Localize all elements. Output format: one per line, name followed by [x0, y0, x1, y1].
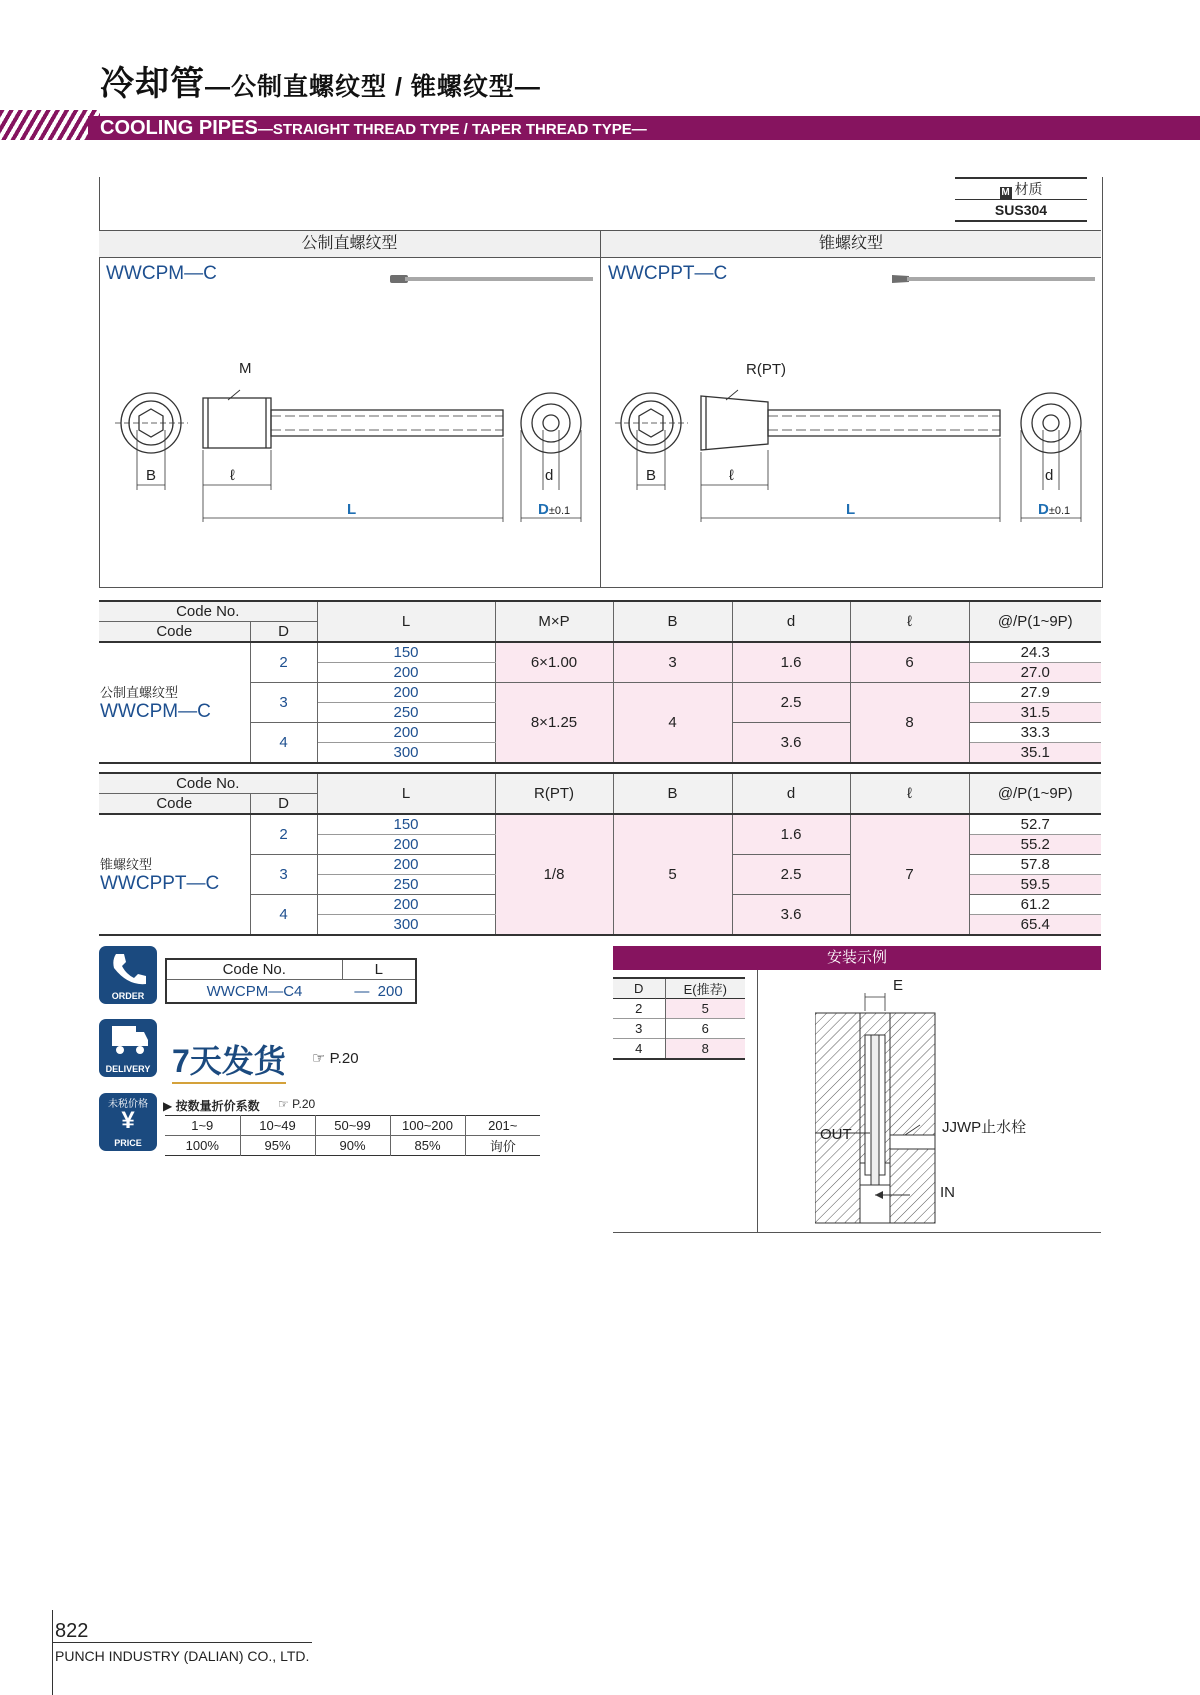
th-code-no: Code No.	[99, 773, 317, 794]
material-box	[955, 177, 1087, 222]
install-table	[613, 977, 745, 1060]
label-D-left: D±0.1	[538, 501, 571, 518]
install-h-E: E(推荐)	[683, 982, 727, 997]
order-L: — 200	[354, 982, 403, 1000]
page-number: 822	[55, 1620, 89, 1642]
cell-price: 59.5	[969, 875, 1101, 895]
spec-table-taper	[99, 772, 1101, 936]
th-d: d	[732, 601, 850, 642]
diagram-header-taper: 锥螺纹型	[601, 230, 1101, 258]
price-icon: 未税价格 ¥ PRICE	[99, 1093, 157, 1151]
install-divider	[757, 970, 758, 1232]
install-D: 4	[613, 1039, 665, 1060]
cell-D: 2	[250, 814, 317, 855]
cell-L: 250	[317, 875, 495, 895]
cell-MxP: 6×1.00	[495, 642, 613, 683]
th-L: L	[317, 773, 495, 814]
th-D: D	[250, 794, 317, 815]
install-title: 安装示例	[613, 946, 1101, 970]
cell-D: 4	[250, 723, 317, 764]
th-l: ℓ	[850, 773, 969, 814]
cell-L: 200	[317, 723, 495, 743]
material-label: 材质	[1014, 181, 1043, 197]
cell-d: 2.5	[732, 855, 850, 895]
cell-MxP: 8×1.25	[495, 683, 613, 764]
order-icon: ORDER	[99, 946, 157, 1004]
banner-main: COOLING PIPES	[100, 117, 258, 139]
cell-d: 3.6	[732, 895, 850, 936]
cell-price: 27.9	[969, 683, 1101, 703]
th-RPT: R(PT)	[495, 773, 613, 814]
banner-stripes	[0, 110, 100, 140]
th-code: Code	[99, 794, 250, 815]
th-D: D	[250, 622, 317, 643]
cell-RPT: 1/8	[495, 814, 613, 935]
material-value: SUS304	[955, 200, 1087, 222]
label-L-left: L	[347, 501, 357, 518]
title-main: 冷却管	[100, 65, 205, 103]
cell-D: 3	[250, 683, 317, 723]
cell-L: 150	[317, 814, 495, 835]
cell-price: 65.4	[969, 915, 1101, 936]
install-label-out: OUT	[820, 1126, 852, 1143]
cell-L: 200	[317, 895, 495, 915]
cell-B: 3	[613, 642, 732, 683]
diagram-model-straight: WWCPM—C	[106, 263, 217, 284]
label-d-right: d	[1045, 467, 1054, 484]
footer-line	[52, 1642, 312, 1643]
cell-d: 1.6	[732, 642, 850, 683]
cell-D: 3	[250, 855, 317, 895]
qty-cell: 10~49	[240, 1116, 315, 1136]
spec-table-straight	[99, 600, 1101, 764]
company-name: PUNCH INDUSTRY (DALIAN) CO., LTD.	[55, 1648, 310, 1664]
order-code: WWCPM—C4	[206, 982, 303, 1000]
th-MxP: M×P	[495, 601, 613, 642]
order-example	[165, 958, 417, 1004]
cell-price: 52.7	[969, 814, 1101, 835]
label-B-left: B	[146, 467, 157, 484]
rate-cell: 85%	[390, 1136, 465, 1156]
rate-cell: 90%	[315, 1136, 390, 1156]
delivery-ref[interactable]: ☞ P.20	[312, 1050, 359, 1067]
qty-cell: 50~99	[315, 1116, 390, 1136]
th-B: B	[613, 773, 732, 814]
cell-price: 61.2	[969, 895, 1101, 915]
group-straight: 公制直螺纹型 WWCPM—C	[99, 642, 250, 763]
price-heading: ▶ 按数量折价系数	[163, 1099, 260, 1113]
cell-B: 5	[613, 814, 732, 935]
label-M: M	[239, 360, 252, 377]
rate-cell: 询价	[489, 1139, 516, 1154]
cell-L: 250	[317, 703, 495, 723]
label-RPT: R(PT)	[746, 361, 786, 378]
install-E: 5	[665, 999, 745, 1019]
diagram-header-straight: 公制直螺纹型	[99, 230, 601, 258]
th-L: L	[317, 601, 495, 642]
cell-price: 27.0	[969, 663, 1101, 683]
cell-L: 200	[317, 855, 495, 875]
order-h-L: L	[374, 961, 383, 978]
cell-D: 2	[250, 642, 317, 683]
cell-price: 31.5	[969, 703, 1101, 723]
diagram-model-taper: WWCPPT—C	[608, 263, 728, 284]
qty-cell: 100~200	[390, 1116, 465, 1136]
cell-L: 200	[317, 663, 495, 683]
th-l: ℓ	[850, 601, 969, 642]
label-L-right: L	[846, 501, 856, 518]
install-E: 8	[665, 1039, 745, 1060]
cell-d: 3.6	[732, 723, 850, 764]
label-l-right: ℓ	[729, 467, 734, 484]
install-h-D: D	[613, 978, 665, 999]
material-icon: M	[1001, 187, 1010, 198]
th-price: @/P(1~9P)	[969, 601, 1101, 642]
cell-L: 150	[317, 642, 495, 663]
install-E: 6	[701, 1021, 709, 1036]
th-code: Code	[99, 622, 250, 643]
cell-B: 4	[613, 683, 732, 764]
cell-price: 55.2	[969, 835, 1101, 855]
label-d-left: d	[545, 467, 554, 484]
pipe-photo-straight	[385, 272, 595, 286]
cell-D: 4	[250, 895, 317, 936]
rate-cell: 95%	[240, 1136, 315, 1156]
banner-sub: —STRAIGHT THREAD TYPE / TAPER THREAD TYPE—	[257, 121, 647, 138]
delivery-icon: DELIVERY	[99, 1019, 157, 1077]
cell-L: 300	[317, 743, 495, 764]
install-label-plug: JJWP止水栓	[942, 1119, 1027, 1136]
price-ref[interactable]: ☞ P.20	[278, 1097, 316, 1111]
cell-l: 6	[850, 642, 969, 683]
cell-price: 57.8	[969, 855, 1101, 875]
qty-cell: 201~	[488, 1118, 518, 1133]
install-label-E: E	[893, 977, 904, 994]
banner-title	[100, 116, 647, 140]
cell-d: 1.6	[732, 814, 850, 855]
yen-icon: ¥	[121, 1107, 135, 1134]
label-D-right: D±0.1	[1038, 501, 1071, 518]
cell-L: 200	[317, 683, 495, 703]
rate-cell: 100%	[165, 1136, 240, 1156]
title-sub: —公制直螺纹型 / 锥螺纹型—	[205, 73, 541, 101]
group-taper: 锥螺纹型 WWCPPT—C	[99, 814, 250, 935]
cell-L: 300	[317, 915, 495, 936]
qty-cell: 1~9	[165, 1116, 240, 1136]
cell-l: 7	[850, 814, 969, 935]
order-h-code: Code No.	[166, 959, 342, 980]
install-D: 2	[613, 999, 665, 1019]
th-d: d	[732, 773, 850, 814]
th-price: @/P(1~9P)	[969, 773, 1101, 814]
cell-price: 33.3	[969, 723, 1101, 743]
th-B: B	[613, 601, 732, 642]
label-l-left: ℓ	[230, 467, 235, 484]
cell-L: 200	[317, 835, 495, 855]
label-B-right: B	[646, 467, 657, 484]
discount-table	[165, 1115, 540, 1156]
diagram-divider	[600, 256, 601, 587]
cell-price: 24.3	[969, 642, 1101, 663]
cell-d: 2.5	[732, 683, 850, 723]
cell-l: 8	[850, 683, 969, 764]
install-drawing	[815, 975, 955, 1230]
install-label-in: IN	[940, 1184, 955, 1201]
footer-rule	[52, 1610, 53, 1695]
pipe-photo-taper	[887, 272, 1097, 286]
page-title	[100, 56, 541, 105]
delivery-text: 7天发货	[172, 1036, 286, 1084]
cell-price: 35.1	[969, 743, 1101, 764]
install-D: 3	[613, 1019, 665, 1039]
th-code-no: Code No.	[99, 601, 317, 622]
